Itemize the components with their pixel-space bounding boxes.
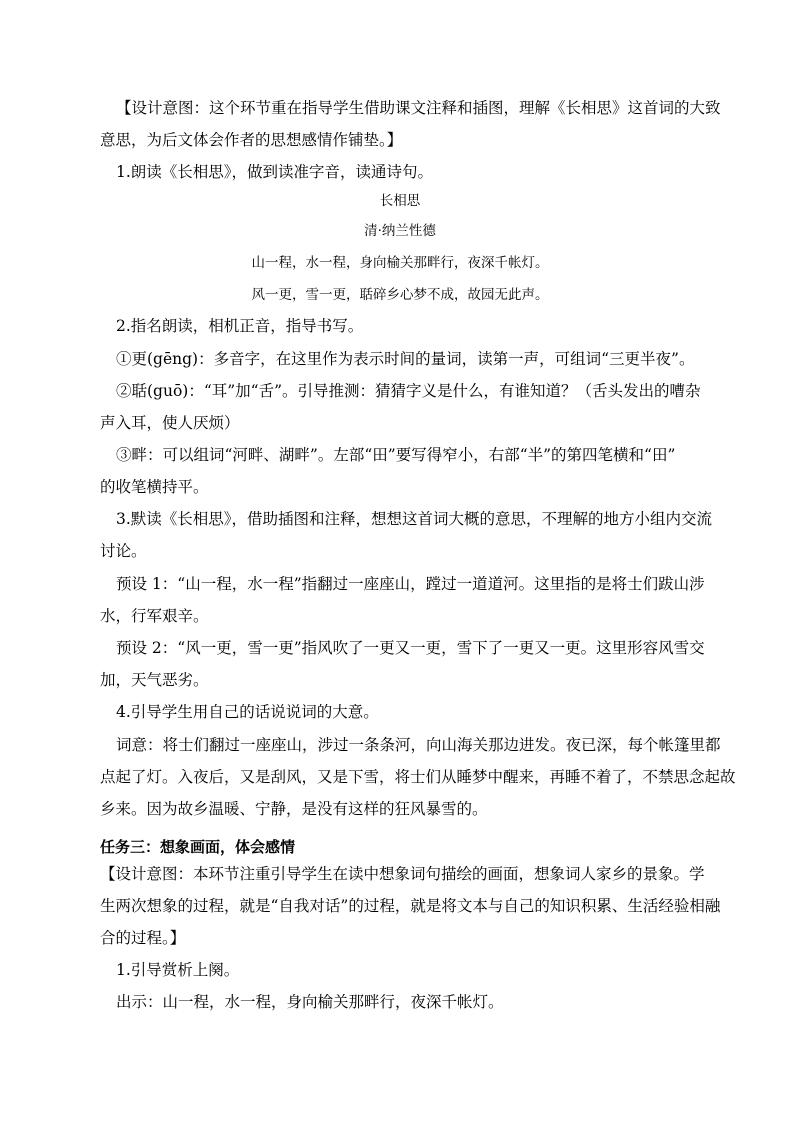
step-text: 4.引导学生用自己的话说说词的大意。 xyxy=(116,703,379,721)
note-text: ②聒(guō)：“耳”加“舌”。引导推测：猜猜字义是什么，有谁知道？（舌头发出的嘈杂 xyxy=(116,382,701,400)
meaning-text: 词意：将士们翻过一座座山，涉过一条条河，向山海关那边进发。夜已深，每个帐篷里都 xyxy=(116,736,721,754)
preset-text: 预设 2：“风一更，雪一更”指风吹了一更又一更，雪下了一更又一更。这里形容风雪交 xyxy=(116,639,705,657)
poem-author: 清·纳兰性德 xyxy=(364,223,436,239)
preset-text: 加，天气恶劣。 xyxy=(100,671,209,689)
show-text: 出示：山一程，水一程，身向榆关那畔行，夜深千帐灯。 xyxy=(116,993,504,1011)
poem-line: 风一更，雪一更，聒碎乡心梦不成，故园无此声。 xyxy=(251,287,549,303)
preset-text: 水，行军艰辛。 xyxy=(100,607,209,625)
note-text: ③畔：可以组词“河畔、湖畔”。左部“田”要写得窄小，右部“半”的第四笔横和“田” xyxy=(116,446,676,464)
note-text: 声入耳，使人厌烦） xyxy=(100,414,240,432)
meaning-text: 乡来。因为故乡温暖、宁静，是没有这样的狂风暴雪的。 xyxy=(100,800,488,818)
note-text: 的收笔横持平。 xyxy=(100,478,209,496)
poem-title: 长相思 xyxy=(379,193,421,209)
design-intent-line: 【设计意图：这个环节重在指导学生借助课文注释和插图，理解《长相思》这首词的大致 xyxy=(116,99,721,117)
step-text: 讨论。 xyxy=(100,542,147,560)
design-intent-line: 生两次想象的过程，就是“自我对话”的过程，就是将文本与自己的知识积累、生活经验相融 xyxy=(100,897,721,915)
section-heading: 任务三：想象画面，体会感情 xyxy=(100,838,296,856)
design-intent-line: 意思，为后文体会作者的思想感情作铺垫。】 xyxy=(100,131,403,149)
step-text: 2.指名朗读，相机正音，指导书写。 xyxy=(116,317,364,335)
preset-text: 预设 1：“山一程，水一程”指翻过一座座山，蹚过一道道河。这里指的是将士们跋山涉 xyxy=(116,575,705,593)
meaning-text: 点起了灯。入夜后，又是刮风，又是下雪，将士们从睡梦中醒来，再睡不着了，不禁思念起故 xyxy=(100,768,736,786)
step-text: 1.朗读《长相思》，做到读准字音，读通诗句。 xyxy=(116,163,434,181)
design-intent-line: 合的过程。】 xyxy=(100,929,186,947)
note-text: ①更(gēng)：多音字，在这里作为表示时间的量词，读第一声，可组词“三更半夜”。 xyxy=(116,350,695,368)
step-text: 1.引导赏析上阕。 xyxy=(116,961,240,979)
poem-line: 山一程，水一程，身向榆关那畔行，夜深千帐灯。 xyxy=(251,255,549,271)
design-intent-line: 【设计意图：本环节注重引导学生在读中想象词句描绘的画面，想象词人家乡的景象。学 xyxy=(100,865,705,883)
step-text: 3.默读《长相思》，借助插图和注释，想想这首词大概的意思，不理解的地方小组内交流 xyxy=(116,510,713,528)
